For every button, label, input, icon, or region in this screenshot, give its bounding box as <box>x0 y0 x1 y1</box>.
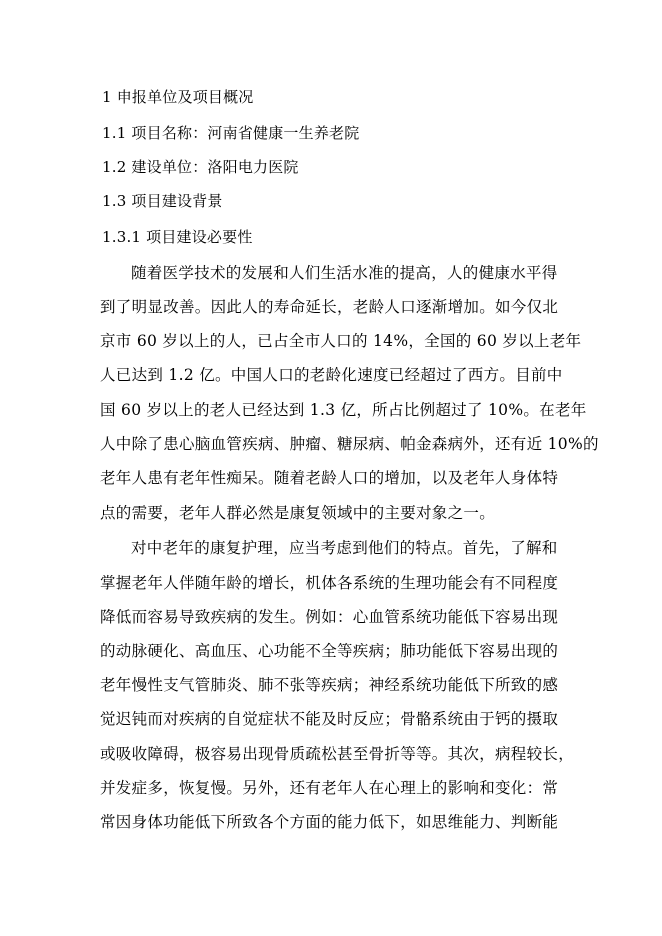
paragraph1-line: 点的需要，老年人群必然是康复领域中的主要对象之一。 <box>100 504 496 522</box>
paragraph2-line: 对中老年的康复护理，应当考虑到他们的特点。首先，了解和 <box>131 539 558 557</box>
construction-unit-heading: 1.2 建设单位：洛阳电力医院 <box>102 158 299 176</box>
paragraph2-line: 的动脉硬化、高血压、心功能不全等疾病；肺功能低下容易出现的 <box>100 642 559 660</box>
paragraph2-line: 觉迟钝而对疾病的自觉症状不能及时反应；骨骼系统由于钙的摄取 <box>100 710 559 728</box>
paragraph1-line: 京市 60 岁以上的人，已占全市人口的 14%，全国的 60 岁以上老年 <box>100 332 582 350</box>
paragraph2-line: 常因身体功能低下所致各个方面的能力低下，如思维能力、判断能 <box>100 813 559 831</box>
necessity-heading: 1.3.1 项目建设必要性 <box>102 228 253 246</box>
paragraph1-line: 人已达到 1.2 亿。中国人口的老龄化速度已经超过了西方。目前中 <box>100 366 563 384</box>
paragraph1-line: 随着医学技术的发展和人们生活水准的提高，人的健康水平得 <box>131 264 558 282</box>
paragraph1-line: 人中除了患心脑血管疾病、肿瘤、糖尿病、帕金森病外，还有近 10%的 <box>100 435 599 453</box>
project-background-heading: 1.3 项目建设背景 <box>102 192 223 210</box>
paragraph2-line: 并发症多，恢复慢。另外，还有老年人在心理上的影响和变化：常 <box>100 779 559 797</box>
project-name-heading: 1.1 项目名称：河南省健康一生养老院 <box>102 124 360 142</box>
paragraph1-line: 到了明显改善。因此人的寿命延长，老龄人口逐渐增加。如今仅北 <box>100 298 559 316</box>
paragraph2-line: 掌握老年人伴随年龄的增长，机体各系统的生理功能会有不同程度 <box>100 574 559 592</box>
paragraph1-line: 老年人患有老年性痴呆。随着老龄人口的增加，以及老年人身体特 <box>100 469 559 487</box>
paragraph1-line: 国 60 岁以上的老人已经达到 1.3 亿，所占比例超过了 10%。在老年 <box>100 401 587 419</box>
paragraph2-line: 降低而容易导致疾病的发生。例如：心血管系统功能低下容易出现 <box>100 608 559 626</box>
section-heading-1: 1 申报单位及项目概况 <box>102 88 254 106</box>
paragraph2-line: 老年慢性支气管肺炎、肺不张等疾病；神经系统功能低下所致的感 <box>100 676 559 694</box>
paragraph2-line: 或吸收障碍，极容易出现骨质疏松甚至骨折等等。其次，病程较长， <box>100 745 575 763</box>
